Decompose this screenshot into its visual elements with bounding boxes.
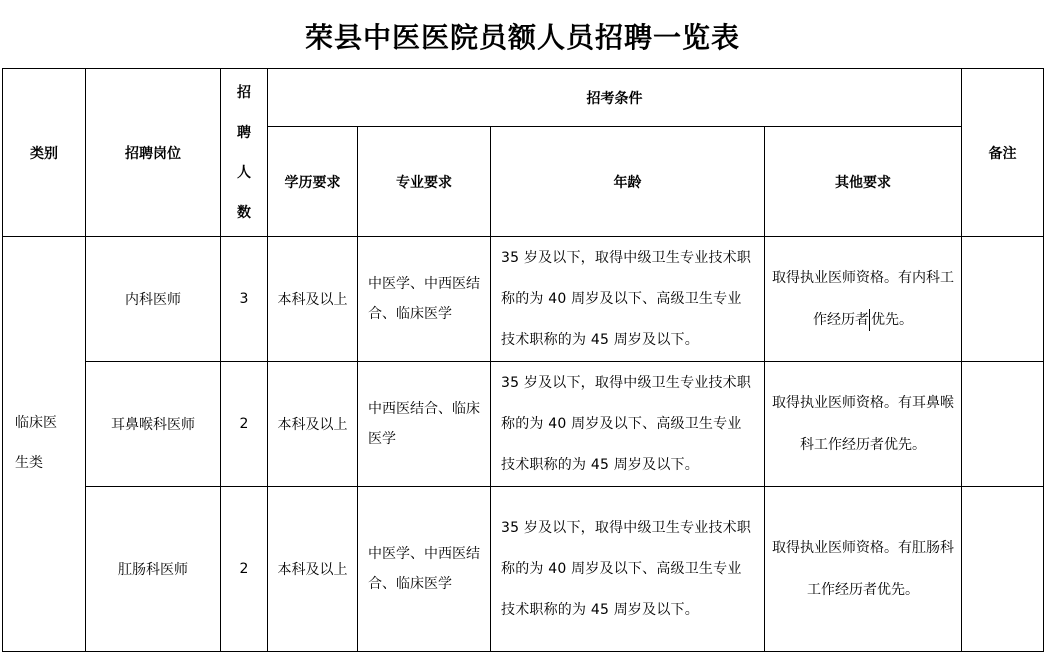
major-text: 中医学、中西医结合、临床医学 [368, 546, 480, 592]
other-cell [765, 487, 962, 652]
table-row [3, 362, 1044, 487]
header-row-top [3, 69, 1044, 127]
header-position: 招聘岗位 [86, 69, 221, 237]
recruitment-table [2, 68, 1044, 652]
major-text: 中西医结合、临床医学 [368, 401, 480, 447]
header-age: 年龄 [491, 127, 765, 237]
category-cell [3, 237, 86, 652]
major-cell [358, 362, 491, 487]
header-education: 学历要求 [268, 127, 358, 237]
age-cell [491, 362, 765, 487]
header-count-char: 数 [237, 204, 251, 221]
header-category: 类别 [3, 69, 86, 237]
other-text[interactable] [765, 257, 961, 341]
other-cell[interactable] [765, 237, 962, 362]
other-text: 取得执业医师资格。有肛肠科工作经历者优先。 [772, 540, 954, 598]
education-cell: 本科及以上 [268, 362, 358, 487]
category-label: 临床医生类 [15, 415, 57, 471]
education-cell: 本科及以上 [268, 237, 358, 362]
major-cell [358, 237, 491, 362]
header-other: 其他要求 [765, 127, 962, 237]
table-row [3, 237, 1044, 362]
remarks-cell [962, 362, 1044, 487]
count-cell: 2 [221, 362, 268, 487]
other-text: 取得执业医师资格。有耳鼻喉科工作经历者优先。 [772, 395, 954, 453]
age-text: 35 岁及以下，取得中级卫生专业技术职称的为 40 周岁及以下、高级卫生专业技术职称的为 45 周岁及以下。 [501, 249, 752, 348]
position-cell: 肛肠科医师 [86, 487, 221, 652]
text-cursor [869, 309, 870, 331]
age-cell [491, 487, 765, 652]
remarks-cell [962, 237, 1044, 362]
other-text-part: 优先。 [871, 312, 913, 328]
major-text: 中医学、中西医结合、临床医学 [368, 276, 480, 322]
age-text: 35 岁及以下，取得中级卫生专业技术职称的为 40 周岁及以下、高级卫生专业技术职称的为 45 周岁及以下。 [501, 519, 752, 618]
header-remarks: 备注 [962, 69, 1044, 237]
other-cell [765, 362, 962, 487]
count-cell: 2 [221, 487, 268, 652]
age-cell [491, 237, 765, 362]
other-text-part: 取得执业医师资格。有内科工作经历者 [772, 270, 954, 328]
header-count-char: 人 [237, 164, 251, 181]
header-count-char: 招 [237, 84, 251, 101]
education-cell: 本科及以上 [268, 487, 358, 652]
header-major: 专业要求 [358, 127, 491, 237]
age-text: 35 岁及以下，取得中级卫生专业技术职称的为 40 周岁及以下、高级卫生专业技术职称的为 45 周岁及以下。 [501, 374, 752, 473]
header-count [221, 69, 268, 237]
header-count-char: 聘 [237, 124, 251, 141]
header-conditions: 招考条件 [268, 69, 962, 127]
major-cell [358, 487, 491, 652]
count-cell: 3 [221, 237, 268, 362]
table-row [3, 487, 1044, 652]
remarks-cell [962, 487, 1044, 652]
position-cell: 内科医师 [86, 237, 221, 362]
page-title: 荣县中医医院员额人员招聘一览表 [304, 21, 740, 54]
position-cell: 耳鼻喉科医师 [86, 362, 221, 487]
